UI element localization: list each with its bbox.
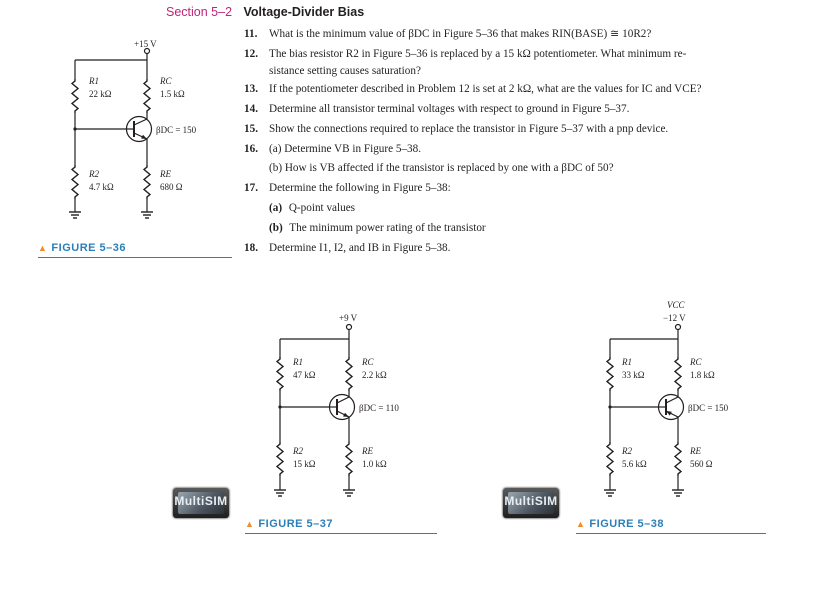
figure-5-37-labels <box>292 313 399 469</box>
problem-text: (a) Determine VB in Figure 5–38. <box>269 142 422 155</box>
fig37-r2-label: R2 <box>293 446 303 456</box>
figure-5-38-rule <box>576 533 766 534</box>
fig37-re-label: RE <box>362 446 373 456</box>
problem-text: If the potentiometer described in Problem 12 is set at 2 kΩ, what are the values for IC and VCE? <box>269 82 702 95</box>
figure-5-36-labels <box>88 39 197 192</box>
fig37-re-value: 1.0 kΩ <box>362 459 387 469</box>
fig36-supply-label: +15 V <box>134 39 157 49</box>
fig37-rc-value: 2.2 kΩ <box>362 370 387 380</box>
figure-5-38-schematic <box>604 325 684 497</box>
problem-text: Show the connections required to replace the transistor in Figure 5–37 with a pnp device. <box>269 122 669 135</box>
fig36-rc-value: 1.5 kΩ <box>160 89 185 99</box>
fig38-r1-label: R1 <box>622 357 632 367</box>
problem-number: 17. <box>244 182 258 195</box>
problem-number: 18. <box>244 242 258 255</box>
figure-5-36-schematic <box>69 49 153 219</box>
fig37-r2-value: 15 kΩ <box>293 459 316 469</box>
problem-subpart-text: (b) How is VB affected if the transistor is replaced by one with a βDC of 50? <box>269 162 614 175</box>
fig36-re-value: 680 Ω <box>160 182 183 192</box>
problem-text: The bias resistor R2 in Figure 5–36 is replaced by a 15 kΩ potentiometer. What minimum re- <box>269 47 687 60</box>
caption-text: FIGURE 5–36 <box>51 242 127 254</box>
figure-5-37-rule <box>245 533 437 534</box>
fig36-rc-label: RC <box>160 76 172 86</box>
problem-number: 13. <box>244 82 258 95</box>
fig36-re-label: RE <box>160 169 171 179</box>
section-title: Voltage-Divider Bias <box>243 5 365 19</box>
problem-text-continued: sistance setting causes saturation? <box>269 64 421 77</box>
figure-5-38-caption <box>576 518 664 530</box>
fig37-r1-value: 47 kΩ <box>293 370 316 380</box>
fig37-rc-label: RC <box>362 357 374 367</box>
fig37-supply-label: +9 V <box>339 313 358 323</box>
triangle-icon: ▲ <box>38 243 48 253</box>
problem-number: 12. <box>244 47 258 60</box>
caption-text: FIGURE 5–38 <box>589 518 665 530</box>
fig36-r1-label: R1 <box>89 76 99 86</box>
multisim-badge-icon: MultiSIM <box>503 488 559 518</box>
problem-number: 11. <box>244 28 258 40</box>
fig36-r2-value: 4.7 kΩ <box>89 182 114 192</box>
subpart-label: (a) <box>269 202 283 215</box>
fig38-r1-value: 33 kΩ <box>622 370 645 380</box>
problem-number: 14. <box>244 102 258 115</box>
fig38-rc-label: RC <box>690 357 702 367</box>
fig38-re-label: RE <box>690 446 701 456</box>
problem-text: What is the minimum value of βDC in Figure 5–36 that makes RIN(BASE) ≅ 10R2? <box>269 28 652 40</box>
fig38-supply-label: −12 V <box>663 313 686 323</box>
problem-text: Determine I1, I2, and IB in Figure 5–38. <box>269 242 451 255</box>
fig38-r2-value: 5.6 kΩ <box>622 459 647 469</box>
subpart-text: The minimum power rating of the transistor <box>289 222 486 235</box>
section-number: Section 5–2 <box>166 5 233 19</box>
triangle-icon: ▲ <box>245 519 255 529</box>
fig38-rc-value: 1.8 kΩ <box>690 370 715 380</box>
problem-number: 15. <box>244 122 258 135</box>
fig36-r1-value: 22 kΩ <box>89 89 112 99</box>
fig38-beta-label: βDC = 150 <box>688 403 729 413</box>
figure-5-36-rule <box>38 257 232 258</box>
fig38-supply-name: VCC <box>667 300 685 310</box>
problem-text: Determine the following in Figure 5–38: <box>269 182 451 195</box>
figure-5-38-labels <box>621 300 729 469</box>
problem-text: Determine all transistor terminal voltages with respect to ground in Figure 5–37. <box>269 102 630 115</box>
figure-5-36-caption <box>38 242 126 254</box>
fig37-beta-label: βDC = 110 <box>359 403 399 413</box>
caption-text: FIGURE 5–37 <box>258 518 334 530</box>
multisim-badge-icon: MultiSIM <box>173 488 229 518</box>
fig38-r2-label: R2 <box>622 446 632 456</box>
problem-number: 16. <box>244 142 258 155</box>
subpart-label: (b) <box>269 222 283 235</box>
triangle-icon: ▲ <box>576 519 586 529</box>
fig37-r1-label: R1 <box>293 357 303 367</box>
fig36-beta-label: βDC = 150 <box>156 125 197 135</box>
fig36-r2-label: R2 <box>89 169 99 179</box>
fig38-re-value: 560 Ω <box>690 459 713 469</box>
figure-5-37-schematic <box>274 325 355 497</box>
figure-5-37-caption <box>245 518 333 530</box>
subpart-text: Q-point values <box>288 202 356 215</box>
